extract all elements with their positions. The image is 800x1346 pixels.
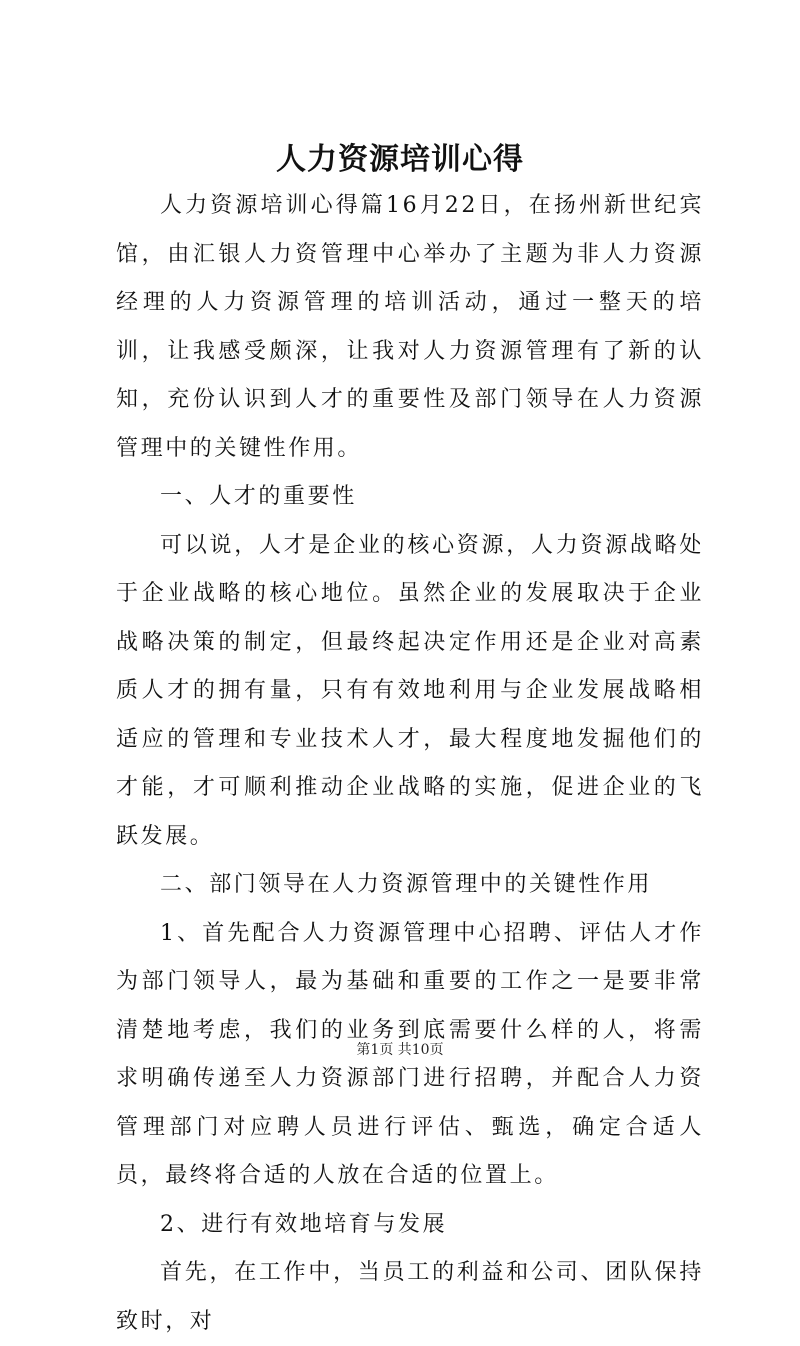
page-number-footer: 第1页 共10页 xyxy=(356,1042,444,1058)
document-title: 人力资源培训心得 xyxy=(276,142,524,177)
document-body xyxy=(116,182,704,1346)
paragraph-development: 首先，在工作中，当员工的利益和公司、团队保持致时，对 xyxy=(116,1260,704,1334)
section-heading-leader-role: 二、部门领导在人力资源管理中的关键性作用 xyxy=(160,872,653,897)
paragraph-intro: 人力资源培训心得篇16月22日，在扬州新世纪宾馆，由汇银人力资管理中心举办了主题为非人力资源经理的人力资源管理的培训活动，通过一整天的培训，让我感受颇深，让我对人力资源管理有了新的认知，充份认识到人才的重要性及部门领导在人力资源管理中的关键性作用。 xyxy=(116,193,704,461)
section-heading-talent-importance: 一、人才的重要性 xyxy=(160,484,357,509)
subheading-development: 2、进行有效地培育与发展 xyxy=(160,1211,448,1237)
paragraph-talent-importance: 可以说，人才是企业的核心资源，人力资源战略处于企业战略的核心地位。虽然企业的发展取决于企业战略决策的制定，但最终起决定作用还是企业对高素质人才的拥有量，只有有效地利用与企业发展战略相适应的管理和专业技术人才，最大程度地发掘他们的才能，才可顺利推动企业战略的实施，促进企业的飞跃发展。 xyxy=(116,532,704,849)
paragraph-recruitment: 1、首先配合人力资源管理中心招聘、评估人才作为部门领导人，最为基础和重要的工作之一是要非常清楚地考虑，我们的业务到底需要什么样的人，将需求明确传递至人力资源部门进行招聘，并配合人力资管理部门对应聘人员进行评估、甄选，确定合适人员，最终将合适的人放在合适的位置上。 xyxy=(116,920,704,1188)
